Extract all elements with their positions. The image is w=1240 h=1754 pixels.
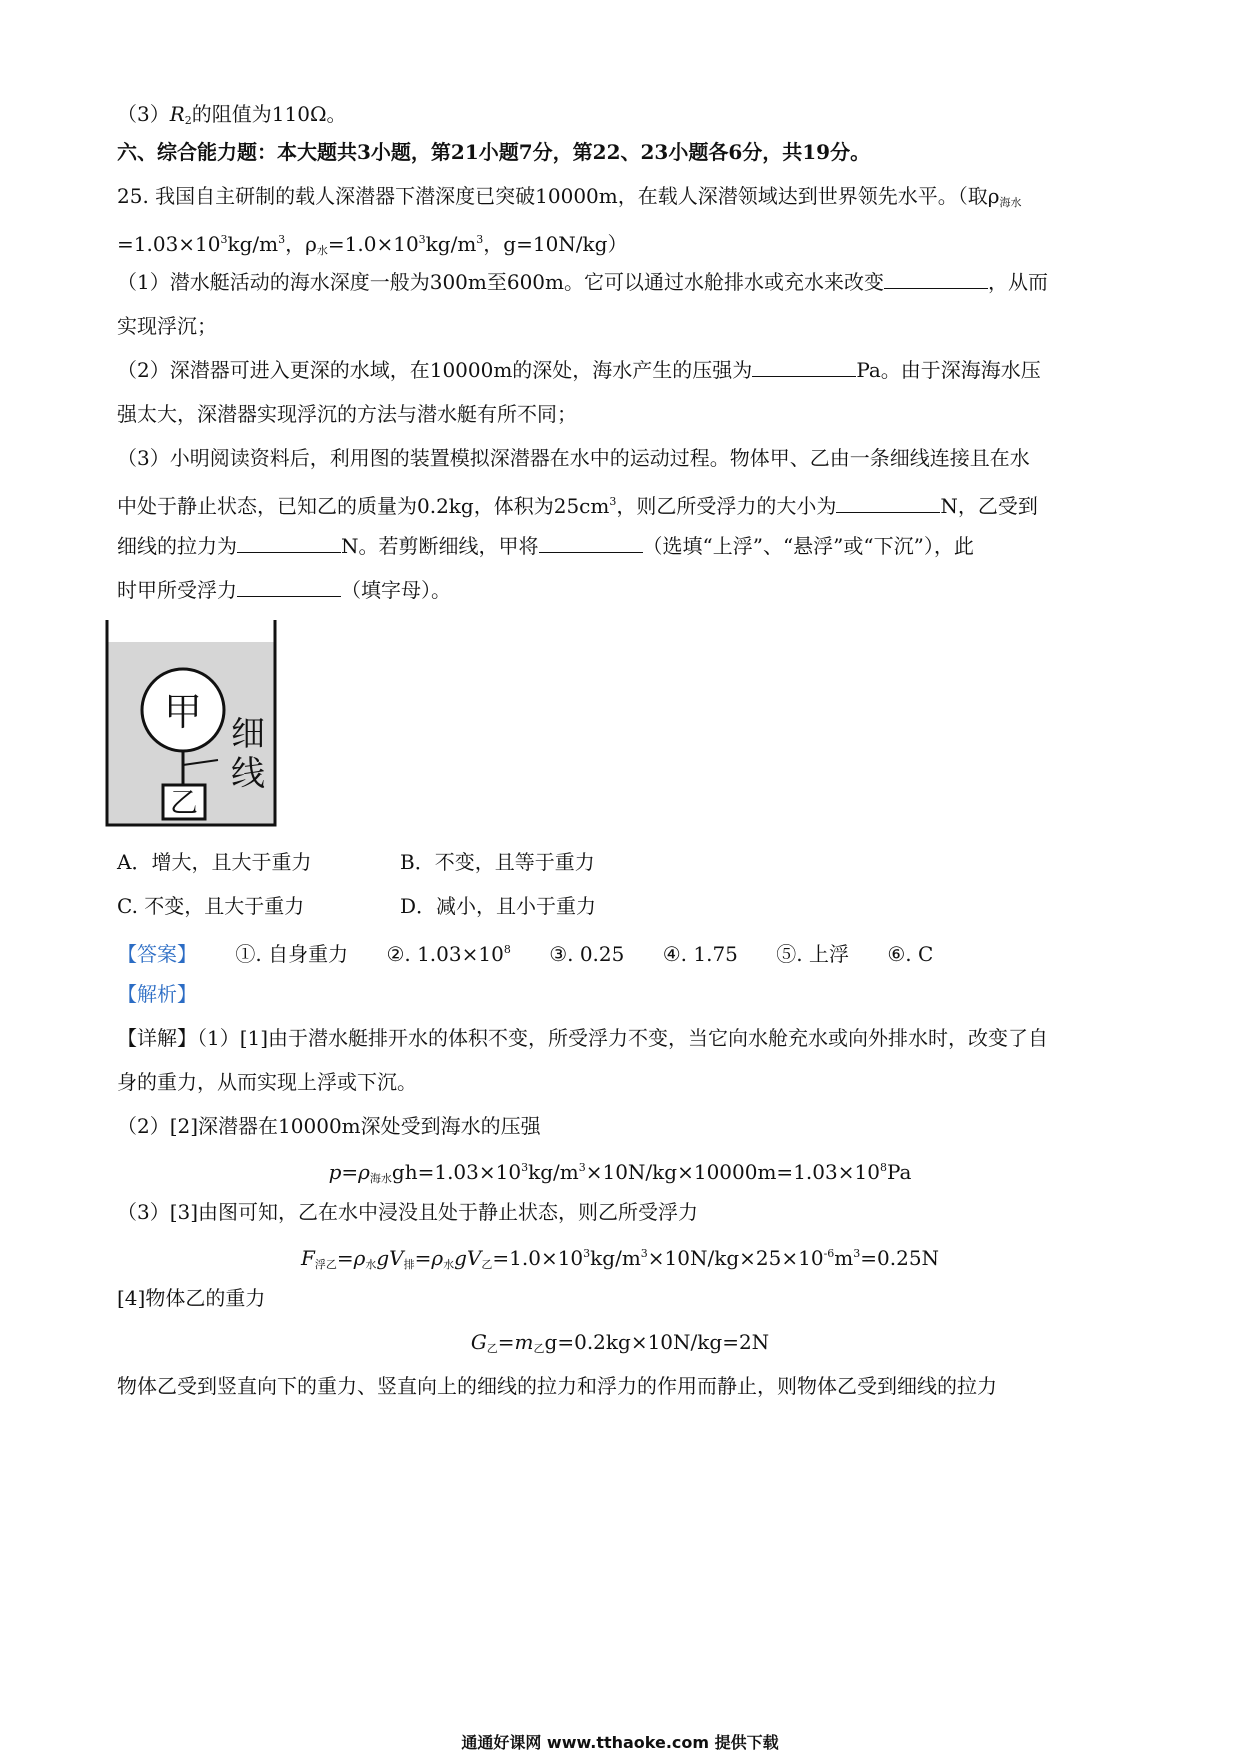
thread-label-xian: 线 (231, 754, 265, 794)
answer-1: ①. 自身重力 (235, 942, 349, 966)
option-b[interactable]: B．不变，且等于重力 (400, 850, 595, 874)
section-header: 六、综合能力题：本大题共3小题，第21小题7分，第22、23小题各6分，共19分。 (117, 140, 871, 164)
prev-answer-sub: 2 (184, 114, 192, 127)
detail-label: 【详解】 (117, 1026, 197, 1050)
answer-2: ②. $1.03\times 10^8$ (386, 942, 511, 966)
blank-5[interactable] (539, 532, 643, 553)
detail-line1: 【详解】（1）[1]由于潜水艇排开水的体积不变，所受浮力不变，当它向水舱充水或向外排水时，改变了自 (117, 1026, 1049, 1050)
prev-answer-var: R (169, 102, 185, 126)
prev-answer-text: 的阻值为110Ω。 (191, 102, 347, 126)
answer-4: ④. 1.75 (662, 942, 738, 966)
q25-intro-line2: $=1.03\times 10^3kg/m^3$，$\rho_水=1.0\times 10^3kg/m^3$，g=10N/kg） (117, 232, 628, 257)
q25-part3-line4: 时甲所受浮力 （填字母）。 (117, 578, 451, 602)
blank-6[interactable] (237, 576, 341, 597)
option-a[interactable]: A．增大，且大于重力 (117, 850, 312, 874)
answer-5: ⑤. 上浮 (776, 942, 849, 966)
blank-3[interactable] (836, 492, 940, 513)
blank-4[interactable] (237, 532, 341, 553)
equation-pressure: $p=\rho_{海水}gh=1.03\times 10^3kg/m^3\times 10N/kg\times 10000m=1.03\times 10^8Pa$ (328, 1160, 912, 1185)
blank-2[interactable] (752, 356, 856, 377)
detail-line5: [4]物体乙的重力 (117, 1286, 266, 1310)
detail-line2: 身的重力，从而实现上浮或下沉。 (117, 1070, 417, 1094)
q25-part1-line1: （1）潜水艇活动的海水深度一般为300m至600m。它可以通过水舱排水或充水来改变 ，从而 (117, 270, 1049, 294)
option-d[interactable]: D．减小，且小于重力 (400, 894, 597, 918)
q25-part3-line2: 中处于静止状态，已知乙的质量为0.2kg，体积为$25cm^3$，则乙所受浮力的大小为 N，乙受到 (117, 494, 1038, 518)
q25-part2-line2: 强太大，深潜器实现浮沉的方法与潜水艇有所不同； (117, 402, 577, 426)
tank-figure (100, 615, 310, 835)
q25-part3-line3: 细线的拉力为 N。若剪断细线，甲将 （选填“上浮”、“悬浮”或“下沉”），此 (117, 534, 974, 558)
detail-line4: （3）[3]由图可知，乙在水中浸没且处于静止状态，则乙所受浮力 (117, 1200, 699, 1224)
q25-part2-line1: （2）深潜器可进入更深的水域，在10000m的深处，海水产生的压强为 Pa。由于深海海水压 (117, 358, 1041, 382)
option-c[interactable]: C. 不变，且大于重力 (117, 894, 305, 918)
equation-buoyancy: $F_{浮乙}=\rho_水gV_排=\rho_水gV_乙=1.0\times 10^3kg/m^3\times 10N/kg\times 25\times 10^{-6}m^3=0.25N$ (300, 1246, 940, 1271)
answer-3: ③. 0.25 (549, 942, 625, 966)
object-yi-label: 乙 (169, 786, 199, 819)
equation-gravity: $G_乙=m_乙g=0.2kg\times 10N/kg=2N$ (470, 1330, 770, 1355)
analysis-label: 【解析】 (117, 982, 197, 1006)
detail-line3: （2）[2]深潜器在10000m深处受到海水的压强 (117, 1114, 541, 1138)
q25-part3-line1: （3）小明阅读资料后，利用图的装置模拟深潜器在水中的运动过程。物体甲、乙由一条细线连接且在水 (117, 446, 1030, 470)
answer-line (117, 936, 965, 968)
answer-label: 【答案】 (117, 942, 197, 966)
prev-answer-line (117, 100, 347, 135)
object-jia-label: 甲 (163, 690, 203, 734)
thread-label-xi: 细 (231, 714, 265, 754)
footer-watermark: 通通好课网 www.tthaoke.com 提供下载 (461, 1733, 779, 1752)
answer-6: ⑥. C (887, 942, 934, 966)
prev-answer-num: （3） (117, 102, 170, 126)
q25-part1-line2: 实现浮沉； (117, 314, 217, 338)
q25-intro-line1: 25. 我国自主研制的载人深潜器下潜深度已突破10000m，在载人深潜领域达到世界领先水平。（取$\rho_{海水}$ (117, 184, 1022, 209)
blank-1[interactable] (884, 268, 988, 289)
detail-line6: 物体乙受到竖直向下的重力、竖直向上的细线的拉力和浮力的作用而静止，则物体乙受到细线的拉力 (117, 1374, 997, 1398)
